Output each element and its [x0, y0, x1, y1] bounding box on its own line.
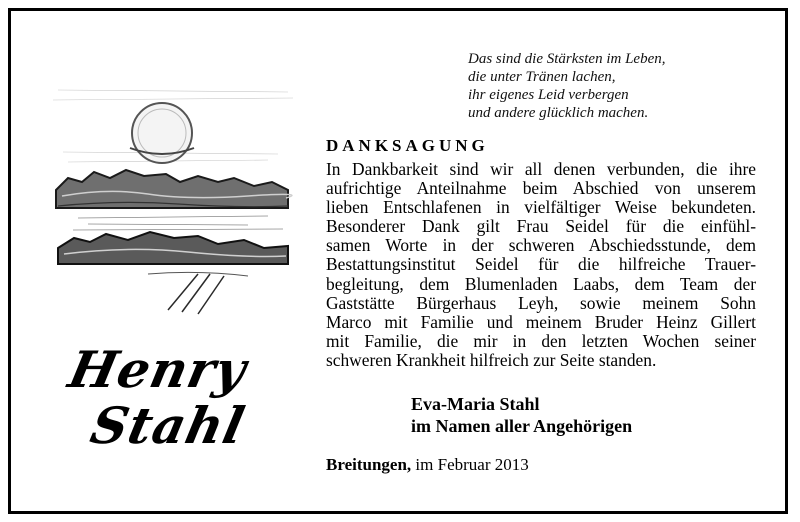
- place-and-date: [326, 455, 529, 475]
- poem-line: Das sind die Stärksten im Leben,: [468, 51, 666, 67]
- text-line: Besonderer Dank gilt Frau Seidel für die einfühl-: [326, 216, 756, 237]
- deceased-last-name: Stahl: [85, 396, 251, 455]
- signature: [411, 393, 632, 437]
- text-line: begleitung, dem Blumenladen Laabs, dem Team der: [326, 273, 756, 294]
- sun-icon: [130, 103, 194, 163]
- text-line: aufrichtige Anteilnahme beim Abschied von unserem: [326, 178, 756, 199]
- place-date: im Februar 2013: [415, 455, 529, 474]
- text-line: Bestattungsinstitut Seidel für die hilfreiche Trauer-: [326, 254, 756, 275]
- poem: [468, 50, 768, 122]
- text-line: mit Familie, die mir in den letzten Wochen seiner: [326, 330, 756, 351]
- signature-relation: im Namen aller Angehörigen: [411, 416, 633, 436]
- heading: DANKSAGUNG: [326, 136, 489, 155]
- text-line: Gaststätte Bürgerhaus Leyh, sowie meinem Sohn: [326, 292, 756, 313]
- text-line: samen Worte in der schweren Abschiedsstunde, dem: [326, 235, 756, 256]
- landscape-drawing: [48, 78, 298, 318]
- thank-you-text: [326, 160, 756, 370]
- poem-line: ihr eigenes Leid verbergen: [468, 87, 629, 103]
- signature-name: Eva-Maria Stahl: [411, 394, 540, 414]
- text-line: Marco mit Familie und meinem Bruder Heinz Gillert: [326, 311, 756, 332]
- place-city: Breitungen,: [326, 455, 412, 474]
- deceased-first-name: Henry: [63, 340, 253, 399]
- poem-line: die unter Tränen lachen,: [468, 69, 616, 85]
- text-line: In Dankbarkeit sind wir all denen verbunden, die ihre: [326, 159, 756, 179]
- poem-line: und andere glücklich machen.: [468, 105, 649, 121]
- text-line: lieben Entschlafenen in vielfältiger Weise bekundeten.: [326, 197, 756, 218]
- text-line: schweren Krankheit hilfreich zur Seite standen.: [326, 349, 657, 370]
